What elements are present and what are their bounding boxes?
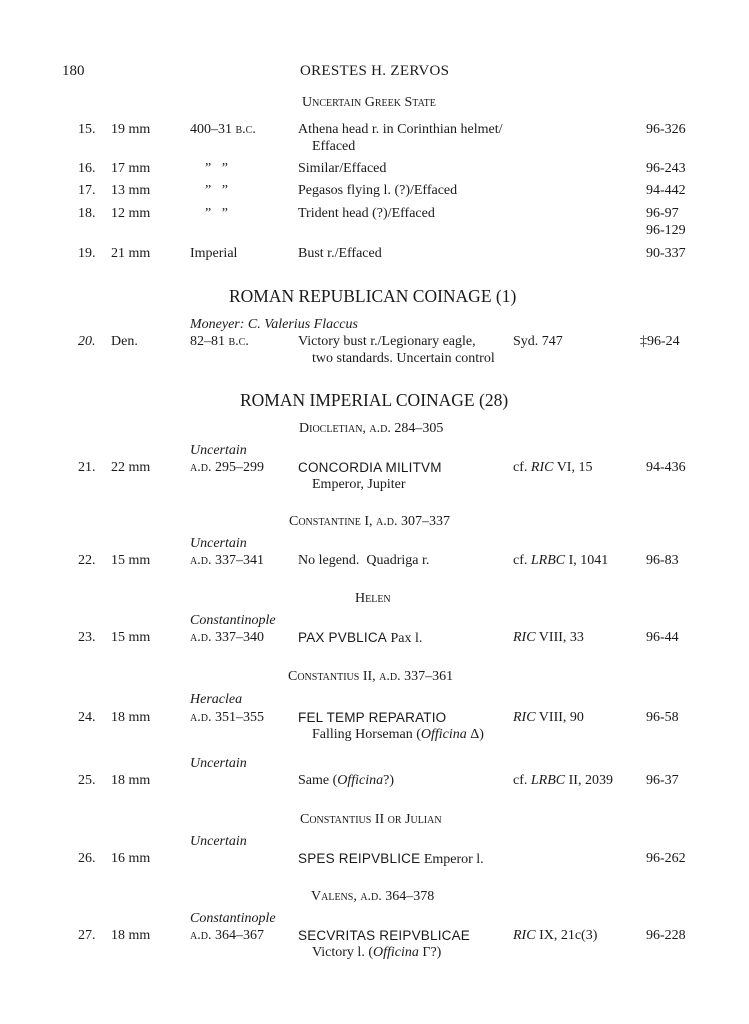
- entry-size: 17 mm: [111, 161, 151, 176]
- entry-number: 25.: [78, 773, 96, 788]
- entry-moneyer: Moneyer: C. Valerius Flaccus: [190, 317, 358, 332]
- entry-description-cont: two standards. Uncertain control: [312, 351, 495, 366]
- entry-date: a.d. 337–340: [190, 630, 264, 645]
- entry-description-cont: Victory l. (Officina Γ?): [312, 945, 442, 960]
- entry-date: a.d. 351–355: [190, 710, 264, 725]
- entry-inventory: 96-243: [646, 161, 686, 176]
- entry-mint: Uncertain: [190, 756, 247, 771]
- entry-size: 21 mm: [111, 246, 151, 261]
- entry-reference: RIC IX, 21c(3): [513, 928, 598, 943]
- entry-size: 18 mm: [111, 710, 151, 725]
- ruler-heading-constantius: Constantius II, a.d. 337–361: [288, 669, 454, 684]
- entry-date: ” ”: [205, 183, 228, 198]
- entry-inventory: ‡96-24: [640, 334, 680, 349]
- entry-number: 20.: [78, 334, 96, 349]
- running-title: ORESTES H. ZERVOS: [300, 63, 450, 79]
- entry-date: ” ”: [205, 161, 228, 176]
- entry-description: SPES REIPVBLICE Emperor l.: [298, 851, 484, 867]
- entry-size: 13 mm: [111, 183, 151, 198]
- entry-inventory: 94-442: [646, 183, 686, 198]
- entry-date: Imperial: [190, 246, 238, 261]
- ruler-heading-valens: Valens, a.d. 364–378: [311, 889, 435, 904]
- entry-inventory: 96-228: [646, 928, 686, 943]
- entry-number: 26.: [78, 851, 96, 866]
- entry-description: Trident head (?)/Effaced: [298, 206, 435, 221]
- entry-number: 22.: [78, 553, 96, 568]
- entry-number: 15.: [78, 122, 96, 137]
- entry-description: Bust r./Effaced: [298, 246, 382, 261]
- entry-inventory: 96-37: [646, 773, 679, 788]
- entry-inventory: 90-337: [646, 246, 686, 261]
- entry-date: a.d. 337–341: [190, 553, 264, 568]
- entry-description: Victory bust r./Legionary eagle,: [298, 334, 476, 349]
- entry-legend: SECVRITAS REIPVBLICAE: [298, 928, 471, 943]
- entry-description: Same (Officina?): [298, 773, 395, 788]
- entry-number: 23.: [78, 630, 96, 645]
- entry-description-cont: Effaced: [312, 139, 356, 154]
- section-heading-greek: Uncertain Greek State: [302, 95, 436, 110]
- entry-date: 82–81 b.c.: [190, 334, 249, 349]
- entry-number: 18.: [78, 206, 96, 221]
- entry-reference: RIC VIII, 33: [513, 630, 584, 645]
- entry-description-cont: Falling Horseman (Officina Δ): [312, 727, 484, 742]
- entry-mint: Constantinople: [190, 613, 276, 628]
- entry-number: 27.: [78, 928, 96, 943]
- entry-date: ” ”: [205, 206, 228, 221]
- entry-description-cont: Emperor, Jupiter: [312, 477, 406, 492]
- entry-size: 18 mm: [111, 773, 151, 788]
- ruler-heading-constantine: Constantine I, a.d. 307–337: [289, 514, 450, 529]
- entry-inventory: 96-262: [646, 851, 686, 866]
- section-heading-imperial: ROMAN IMPERIAL COINAGE (28): [240, 390, 509, 410]
- entry-reference: cf. LRBC I, 1041: [513, 553, 609, 568]
- entry-reference: cf. RIC VI, 15: [513, 460, 593, 475]
- entry-legend: CONCORDIA MILITVM: [298, 460, 442, 475]
- entry-size: 15 mm: [111, 553, 151, 568]
- entry-mint: Uncertain: [190, 536, 247, 551]
- entry-size: 12 mm: [111, 206, 151, 221]
- entry-reference: cf. LRBC II, 2039: [513, 773, 613, 788]
- entry-inventory: 94-436: [646, 460, 686, 475]
- entry-description: Athena head r. in Corinthian helmet/: [298, 122, 503, 137]
- entry-mint: Uncertain: [190, 443, 247, 458]
- ruler-heading-diocletian: Diocletian, a.d. 284–305: [299, 421, 444, 436]
- entry-mint: Uncertain: [190, 834, 247, 849]
- entry-number: 17.: [78, 183, 96, 198]
- entry-description: Pegasos flying l. (?)/Effaced: [298, 183, 458, 198]
- entry-legend: FEL TEMP REPARATIO: [298, 710, 447, 725]
- section-heading-republican: ROMAN REPUBLICAN COINAGE (1): [229, 286, 517, 306]
- entry-size: 16 mm: [111, 851, 151, 866]
- entry-size: 22 mm: [111, 460, 151, 475]
- entry-reference: Syd. 747: [513, 334, 563, 349]
- entry-inventory-second: 96-129: [646, 223, 686, 238]
- entry-description: Similar/Effaced: [298, 161, 387, 176]
- entry-mint: Heraclea: [190, 692, 243, 707]
- entry-size: 19 mm: [111, 122, 151, 137]
- entry-number: 16.: [78, 161, 96, 176]
- ruler-heading-helen: Helen: [355, 591, 391, 606]
- entry-mint: Constantinople: [190, 911, 276, 926]
- entry-date: a.d. 295–299: [190, 460, 264, 475]
- entry-inventory: 96-97: [646, 206, 679, 221]
- entry-reference: RIC VIII, 90: [513, 710, 584, 725]
- entry-description: PAX PVBLICA Pax l.: [298, 630, 423, 646]
- entry-number: 21.: [78, 460, 96, 475]
- entry-size: Den.: [111, 334, 138, 349]
- entry-description: No legend. Quadriga r.: [298, 553, 430, 568]
- entry-inventory: 96-58: [646, 710, 679, 725]
- ruler-heading-constantius-julian: Constantius II or Julian: [300, 812, 442, 827]
- entry-date: 400–31 b.c.: [190, 122, 256, 137]
- entry-number: 24.: [78, 710, 96, 725]
- entry-inventory: 96-83: [646, 553, 679, 568]
- entry-date: a.d. 364–367: [190, 928, 264, 943]
- entry-inventory: 96-326: [646, 122, 686, 137]
- entry-size: 18 mm: [111, 928, 151, 943]
- page-number: 180: [62, 63, 85, 79]
- entry-inventory: 96-44: [646, 630, 679, 645]
- entry-size: 15 mm: [111, 630, 151, 645]
- entry-number: 19.: [78, 246, 96, 261]
